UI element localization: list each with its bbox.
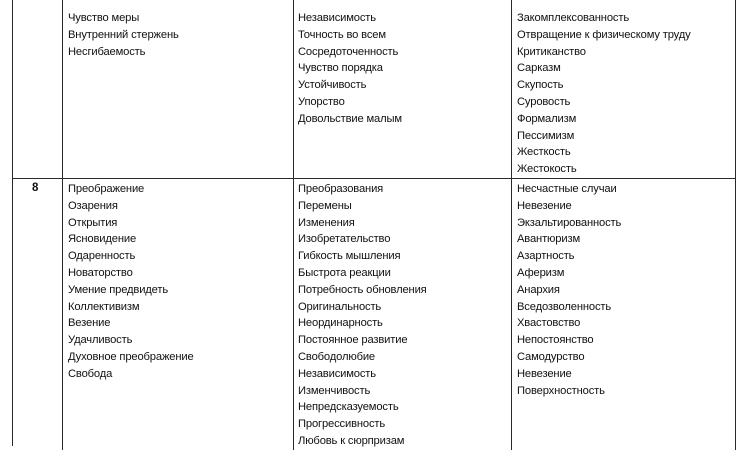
table-border-right [735, 0, 736, 450]
row-divider [12, 178, 736, 179]
list-item: Пессимизм [517, 129, 575, 142]
column-divider-2 [293, 0, 294, 450]
list-item: Озарения [68, 199, 118, 212]
list-item: Оригинальность [298, 300, 382, 313]
list-item: Перемены [298, 199, 352, 212]
list-item: Независимость [298, 367, 376, 380]
list-item: Жесткость [517, 146, 571, 159]
list-item: Точность во всем [298, 28, 386, 41]
list-item: Невезение [517, 199, 572, 212]
row-8-col2 [298, 181, 427, 450]
list-item: Критиканство [517, 45, 586, 58]
list-item: Экзальтированность [517, 216, 622, 229]
column-divider-3 [511, 0, 512, 450]
list-item: Сосредоточенность [298, 45, 399, 58]
row-prev-col3 [517, 10, 691, 178]
list-item: Чувство меры [68, 12, 140, 24]
list-item: Изменчивость [298, 384, 371, 397]
list-item: Азартность [517, 250, 575, 263]
list-item: Свобода [68, 367, 113, 380]
list-item: Независимость [298, 12, 376, 24]
list-item: Везение [68, 317, 111, 330]
list-item: Изменения [298, 216, 355, 229]
list-item: Открытия [68, 216, 118, 229]
list-item: Сарказм [517, 62, 561, 75]
list-item: Умение предвидеть [68, 283, 169, 296]
list-item: Упорство [298, 95, 345, 108]
list-item: Вседозволенность [517, 300, 612, 313]
list-item: Коллективизм [68, 300, 140, 313]
list-item: Преображение [68, 183, 145, 195]
list-item: Скупость [517, 79, 564, 92]
list-item: Изобретательство [298, 233, 391, 246]
list-item: Прогрессивность [298, 418, 386, 431]
table-border-left [12, 0, 13, 446]
list-item: Духовное преображение [68, 350, 194, 363]
list-item: Любовь к сюрпризам [298, 434, 405, 447]
column-divider-1 [62, 0, 63, 450]
list-item: Гибкость мышления [298, 250, 401, 263]
list-item: Самодурство [517, 350, 585, 363]
list-item: Быстрота реакции [298, 266, 391, 279]
row-number: 8 [32, 182, 39, 194]
list-item: Суровость [517, 95, 571, 108]
list-item: Авантюризм [517, 233, 580, 246]
list-item: Ясновидение [68, 233, 137, 246]
list-item: Одаренность [68, 250, 136, 263]
list-item: Непредсказуемость [298, 401, 399, 414]
list-item: Чувство порядка [298, 62, 383, 75]
row-8-col1 [68, 181, 194, 383]
list-item: Свободолюбие [298, 350, 376, 363]
row-8-col3 [517, 181, 621, 399]
list-item: Преобразования [298, 183, 384, 195]
list-item: Анархия [517, 283, 560, 296]
list-item: Несчастные случаи [517, 183, 617, 195]
list-item: Несгибаемость [68, 45, 146, 58]
list-item: Поверхностность [517, 384, 605, 397]
list-item: Потребность обновления [298, 283, 427, 296]
list-item: Формализм [517, 112, 577, 125]
list-item: Аферизм [517, 266, 565, 279]
list-item: Внутренний стержень [68, 28, 179, 41]
list-item: Невезение [517, 367, 572, 380]
list-item: Закомплексованность [517, 12, 629, 24]
list-item: Постоянное развитие [298, 334, 408, 347]
list-item: Неординарность [298, 317, 383, 330]
list-item: Довольствие малым [298, 112, 402, 125]
row-prev-col1 [68, 10, 179, 60]
list-item: Устойчивость [298, 79, 367, 92]
list-item: Новаторство [68, 266, 133, 279]
list-item: Удачливость [68, 334, 133, 347]
list-item: Хвастовство [517, 317, 581, 330]
list-item: Непостоянство [517, 334, 594, 347]
row-prev-col2 [298, 10, 402, 128]
list-item: Отвращение к физическому труду [517, 28, 691, 41]
list-item: Жестокость [517, 163, 577, 176]
